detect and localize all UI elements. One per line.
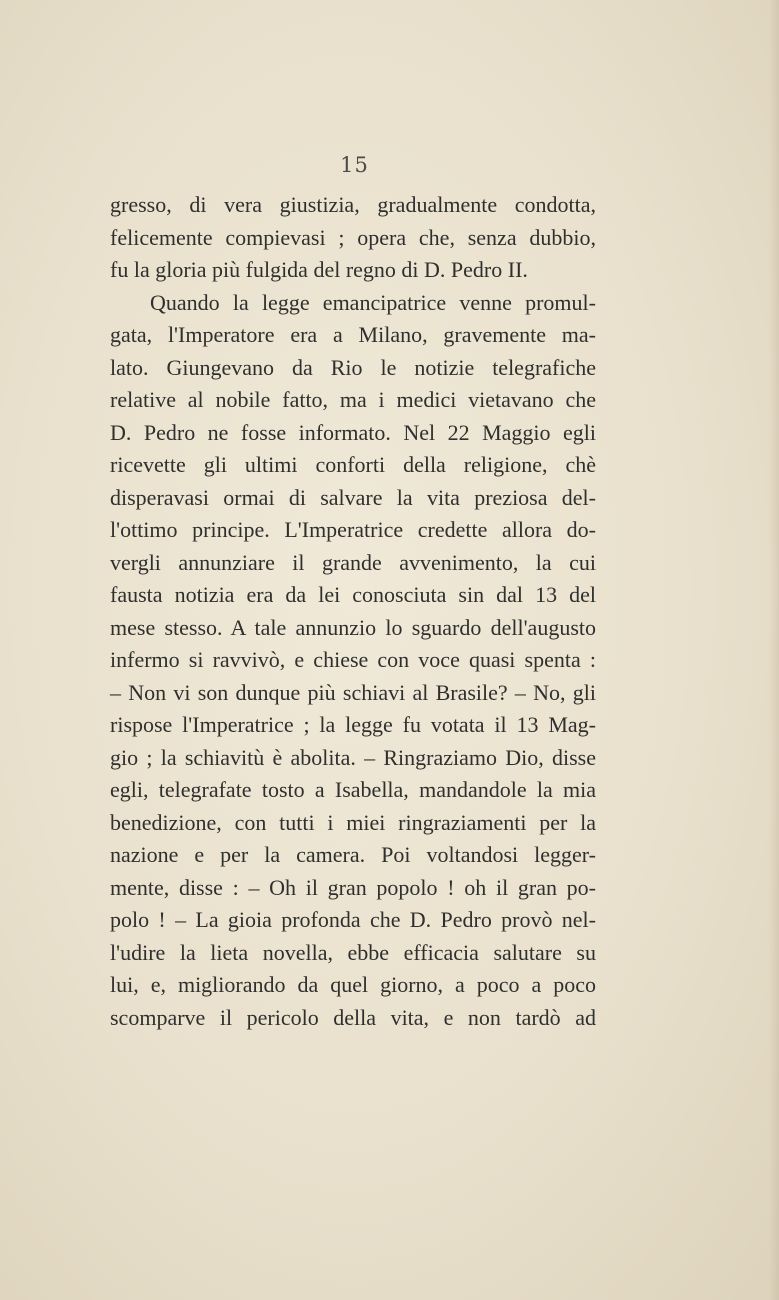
text-line: ricevette gli ultimi conforti della religione, chè: [110, 452, 596, 477]
text-line: gresso, di vera giustizia, gradualmente condotta,: [110, 192, 596, 217]
text-line: lui, e, migliorando da quel giorno, a poco a poco: [110, 972, 596, 997]
text-line: l'udire la lieta novella, ebbe efficacia salutare su: [110, 939, 596, 965]
text-line: lato. Giungevano da Rio le notizie telegrafiche: [110, 354, 596, 380]
text-line: egli, telegrafate tosto a Isabella, mandandole la mia: [110, 777, 596, 802]
body-text: [110, 189, 596, 1034]
text-line: gio ; la schiavitù è abolita. – Ringraziamo Dio, disse: [110, 744, 596, 770]
text-line: benedizione, con tutti i miei ringraziamenti per la: [110, 809, 596, 835]
text-line: fausta notizia era da lei conosciuta sin dal 13 del: [110, 582, 596, 607]
text-line: disperavasi ormai di salvare la vita preziosa del-: [110, 484, 596, 510]
text-line: rispose l'Imperatrice ; la legge fu votata il 13 Mag-: [110, 712, 596, 737]
text-line: scomparve il pericolo della vita, e non tardò ad: [110, 1004, 596, 1030]
text-line: relative al nobile fatto, ma i medici vietavano che: [110, 387, 596, 412]
text-line: vergli annunziare il grande avvenimento, la cui: [110, 549, 596, 575]
page-number: 15: [340, 153, 369, 177]
text-line: mese stesso. A tale annunzio lo sguardo dell'augusto: [110, 614, 596, 640]
text-line: mente, disse : – Oh il gran popolo ! oh il gran po-: [110, 874, 596, 900]
text-line: D. Pedro ne fosse informato. Nel 22 Maggio egli: [110, 419, 596, 445]
page-edge-shadow: [769, 0, 779, 1300]
text-line: polo ! – La gioia profonda che D. Pedro provò nel-: [110, 907, 596, 932]
text-line: infermo si ravvivò, e chiese con voce quasi spenta :: [110, 647, 596, 672]
text-line: l'ottimo principe. L'Imperatrice credette allora do-: [110, 517, 596, 542]
text-line: felicemente compievasi ; opera che, senza dubbio,: [110, 224, 596, 250]
text-line: – Non vi son dunque più schiavi al Brasile? – No, gli: [110, 679, 596, 705]
text-line: gata, l'Imperatore era a Milano, gravemente ma-: [110, 322, 596, 347]
text-line: nazione e per la camera. Poi voltandosi legger-: [110, 842, 596, 867]
text-line: Quando la legge emancipatrice venne promul-: [150, 289, 596, 315]
text-line: fu la gloria più fulgida del regno di D. Pedro II.: [110, 257, 528, 282]
